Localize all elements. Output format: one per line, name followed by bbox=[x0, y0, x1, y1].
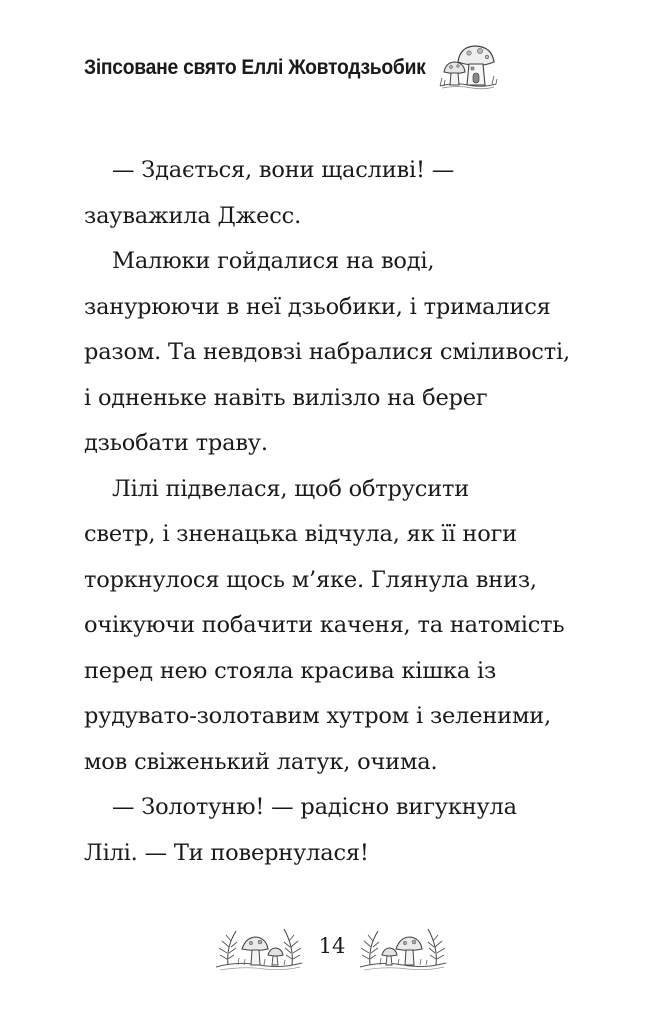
text-line: торкнулося щось м’яке. Глянула вниз, bbox=[84, 566, 537, 593]
mushroom-fern-ornament-right-icon bbox=[358, 915, 448, 973]
text-line: Малюки гойдалися на воді, bbox=[112, 248, 435, 274]
text-line: перед нею стояла красива кішка із bbox=[84, 657, 497, 684]
body-text bbox=[84, 148, 594, 876]
text-line: — Золотуню! — радісно вигукнула bbox=[112, 794, 517, 820]
text-line: мов свіженький латук, очима. bbox=[84, 748, 438, 775]
mushroom-house-ornament-icon bbox=[436, 40, 500, 92]
text-line: і одненьке навіть вилізло на берег bbox=[84, 384, 488, 411]
page-number: 14 bbox=[318, 934, 346, 958]
text-line: занурюючи в неї дзьобики, і трималися bbox=[84, 293, 551, 320]
text-line: рудувато-золотавим хутром і зеленими, bbox=[84, 703, 552, 729]
running-header bbox=[84, 52, 514, 92]
text-line: Лілі. — Ти повернулася! bbox=[84, 839, 369, 866]
text-line: светр, і зненацька відчула, як її ноги bbox=[84, 521, 517, 547]
page-footer bbox=[0, 915, 665, 975]
text-line: зауважила Джесс. bbox=[84, 202, 302, 229]
text-line: очікуючи побачити каченя, та натомість bbox=[84, 612, 565, 638]
mushroom-fern-ornament-left-icon bbox=[214, 915, 304, 973]
text-line: разом. Та невдовзі набралися сміливості, bbox=[84, 339, 570, 365]
text-line: Лілі підвелася, щоб обтрусити bbox=[112, 475, 470, 502]
running-header-title: Зіпсоване свято Еллі Жовтодзьобик bbox=[84, 56, 426, 79]
text-line: дзьобати траву. bbox=[84, 430, 268, 456]
text-line: — Здається, вони щасливі! — bbox=[112, 157, 455, 183]
